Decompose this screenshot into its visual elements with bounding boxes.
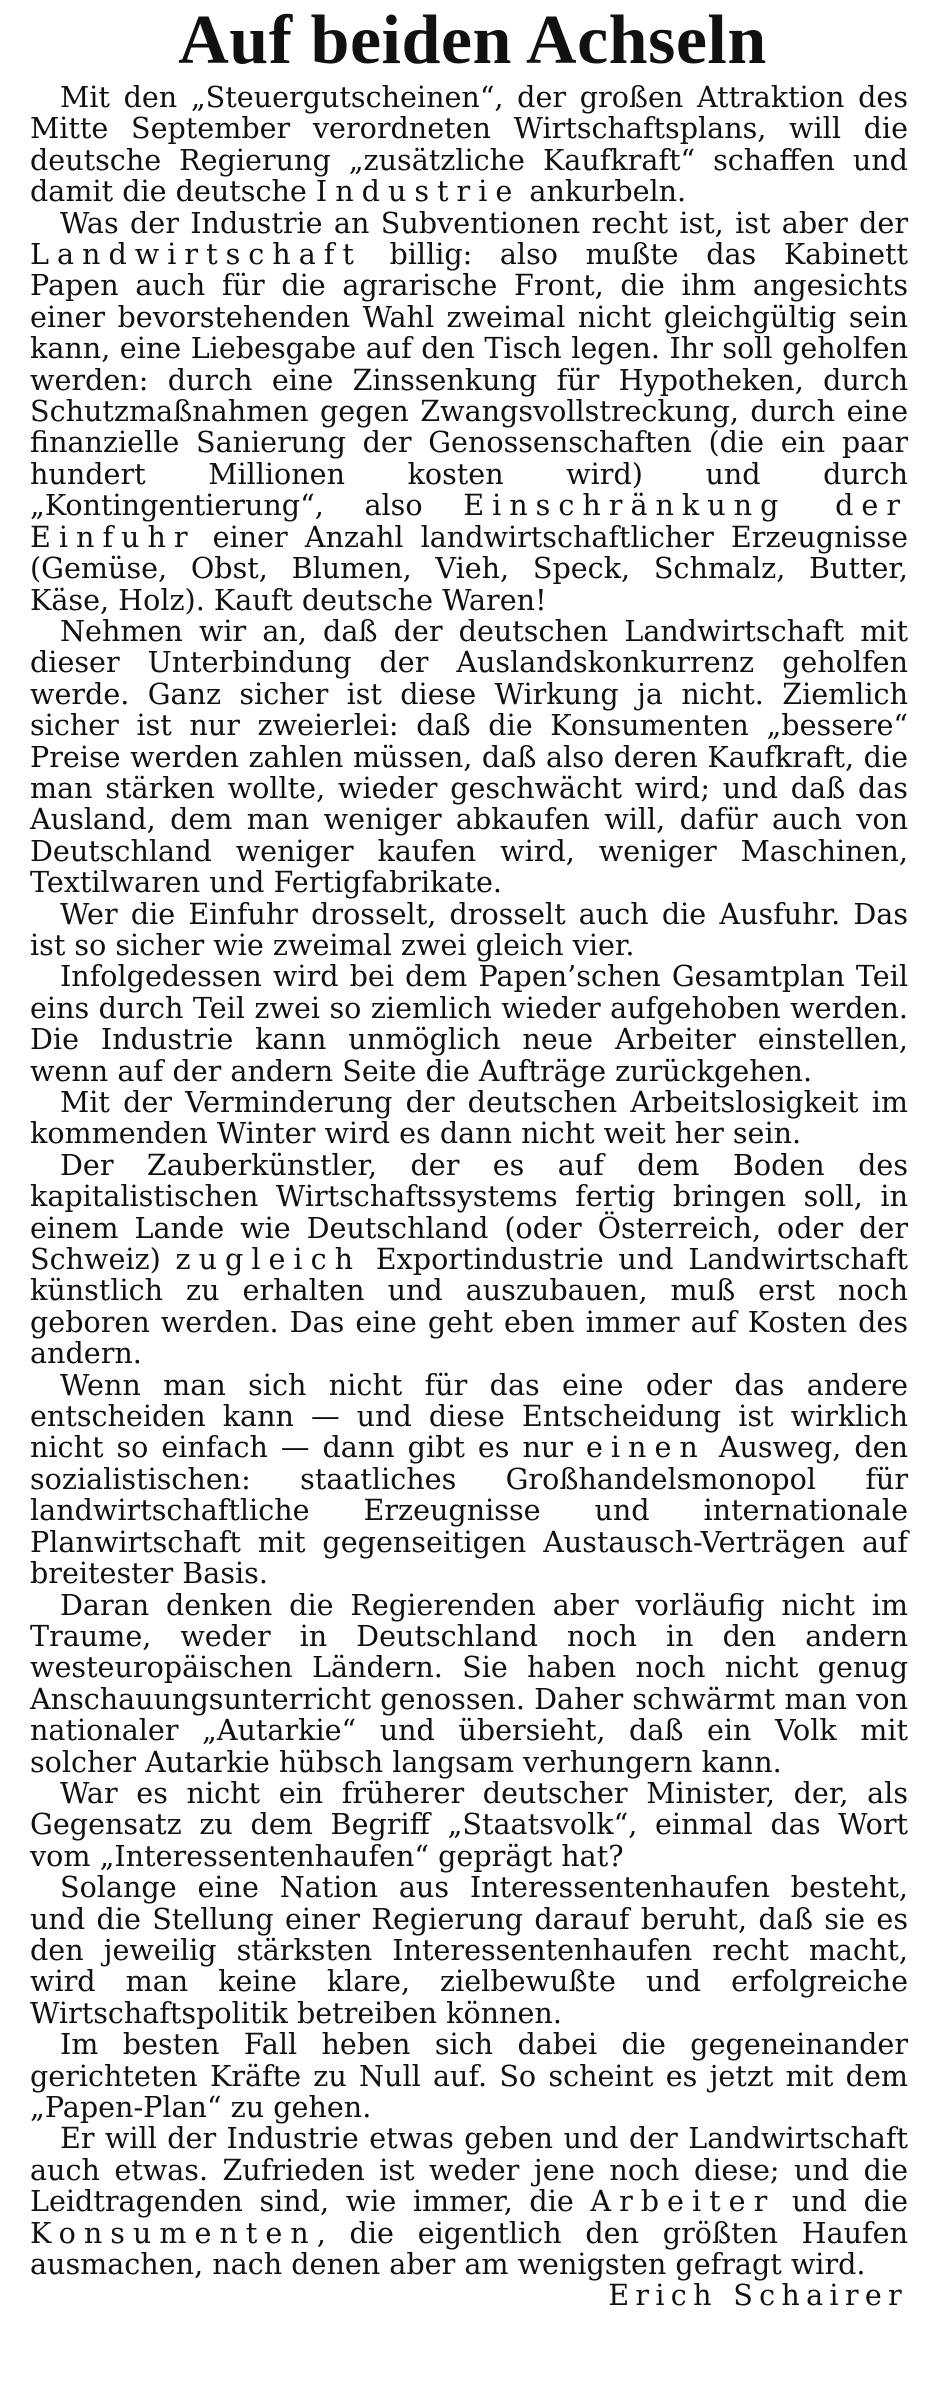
paragraph-text: War es nicht ein früherer deutscher Minister, der, als Gegensatz zu dem Begriff „Staatsvolk“, einmal das Wort vom „Interessentenhaufen“ geprägt hat? [30, 1775, 908, 1873]
emphasized-text: Landwirtschaft [30, 237, 362, 272]
emphasized-text: Industrie [315, 174, 521, 209]
paragraph-text: Nehmen wir an, daß der deutschen Landwirtschaft mit dieser Unterbindung der Auslandskonkurrenz geholfen werde. Ganz sicher ist diese Wirkung ja nicht. Ziemlich sicher ist nur zweierlei: daß die Konsumenten „bessere“ Preise werden zahlen müssen, daß also deren Kaufkraft, die man stärken wollte, wieder geschwächt wird; und daß das Ausland, dem man weniger abkaufen will, dafür auch von Deutschland weniger kaufen wird, weniger Maschinen, Textilwaren und Fertigfabrikate. [30, 613, 908, 900]
emphasized-text: Einschränkung der Einfuhr [30, 488, 908, 554]
emphasized-text: Arbeiter [590, 2184, 776, 2219]
emphasized-text: zugleich [175, 1242, 362, 1277]
paragraph-text: Exportindustrie und Landwirtschaft künstlich zu erhalten und auszubauen, muß erst noch geboren werden. Das eine geht eben immer auf Kosten des andern. [30, 1242, 908, 1371]
article-paragraph [30, 1872, 908, 2029]
paragraph-text: Wer die Einfuhr drosselt, drosselt auch die Ausfuhr. Das ist so sicher wie zweimal zwei gleich vier. [30, 896, 908, 962]
article-paragraph [30, 613, 908, 900]
article-body [30, 82, 908, 2312]
paragraph-text: Was der Industrie an Subventionen recht ist, ist aber der [60, 205, 908, 240]
paragraph-text: billig: also mußte das Kabinett Papen auch für die agrarische Front, die ihm angesichts einer bevorstehenden Wahl zweimal nicht gleichgültig sein kann, eine Liebesgabe auf den Tisch legen. Ihr soll geholfen werden: durch eine Zinssenkung für Hypotheken, durch Schutzmaßnahmen gegen Zwangsvollstreckung, durch eine finanzielle Sanierung der Genossenschaften (die ein paar hundert Millionen kosten wird) und durch „Kontingentierung“, also [30, 237, 908, 523]
article-paragraph [30, 1367, 908, 1591]
paragraph-text: Mit der Verminderung der deutschen Arbeitslosigkeit im kommenden Winter wird es dann nicht weit her sein. [30, 1085, 908, 1151]
paragraph-text: Mit den „Steuergutscheinen“, der großen Attraktion des Mitte September verordneten Wirtschaftsplans, will die deutsche Regierung „zusätzliche Kaufkraft“ schaffen und damit die deutsche [30, 80, 908, 209]
emphasized-text: einen [585, 1430, 706, 1465]
article-paragraph [30, 1147, 908, 1371]
paragraph-text: Der Zauberkünstler, der es auf dem Boden des kapitalistischen Wirtschaftssystems fertig bringen soll, in einem Lande wie Deutschland (oder Österreich, oder der Schweiz) [30, 1147, 908, 1277]
paragraph-text: Daran denken die Regierenden aber vorläufig nicht im Traume, weder in Deutschland noch in den andern westeuropäischen Ländern. Sie haben noch nicht genug Anschauungsunterricht genossen. Daher schwärmt man von nationaler „Autarkie“ und übersieht, daß ein Volk mit solcher Autarkie hübsch langsam verhungern kann. [30, 1587, 908, 1779]
article-paragraph [30, 2123, 908, 2280]
article-paragraph [30, 2029, 908, 2123]
article-paragraph [30, 961, 908, 1087]
article-paragraph [30, 1587, 908, 1779]
article-paragraph [30, 82, 908, 208]
article-paragraph [30, 205, 908, 617]
paragraph-text: ankurbeln. [520, 174, 687, 209]
paragraph-text: , die eigentlich den größten Haufen ausmachen, nach denen aber am wenigsten gefragt wird. [30, 2215, 908, 2282]
paragraph-text: Wenn man sich nicht für das eine oder das andere entscheiden kann — und diese Entscheidung ist wirklich nicht so einfach — dann gibt es nur [30, 1367, 908, 1465]
paragraph-text: und die [775, 2184, 908, 2219]
paragraph-text: Er will der Industrie etwas geben und der Landwirtschaft auch etwas. Zufrieden ist weder jene noch diese; und die Leidtragenden sind, wie immer, die [30, 2121, 908, 2219]
paragraph-text: einer Anzahl landwirtschaftlicher Erzeugnisse (Gemüse, Obst, Blumen, Vieh, Speck, Schmalz, Butter, Käse, Holz). Kauft deutsche Waren! [30, 519, 908, 617]
paragraph-text: Solange eine Nation aus Interessentenhaufen besteht, und die Stellung einer Regierung darauf beruht, daß sie es den jeweilig stärksten Interessentenhaufen recht macht, wird man keine klare, zielbewußte und erfolgreiche Wirtschaftspolitik betreiben können. [30, 1870, 908, 2030]
paragraph-text: Infolgedessen wird bei dem Papen’schen Gesamtplan Teil eins durch Teil zwei so ziemlich wieder aufgehoben werden. Die Industrie kann unmöglich neue Arbeiter einstellen, wenn auf der andern Seite die Aufträge zurückgehen. [30, 959, 908, 1088]
author-signature: Erich Schairer [608, 2278, 908, 2313]
emphasized-text: Konsumenten [30, 2215, 317, 2250]
article-paragraph [30, 896, 908, 962]
article-title: Auf beiden Achseln [178, 2, 767, 79]
article-paragraph [30, 1775, 908, 1873]
paragraph-text: Im besten Fall heben sich dabei die gegeneinander gerichteten Kräfte zu Null auf. So scheint es jetzt mit dem „Papen-Plan“ zu gehen. [30, 2027, 908, 2124]
article-paragraph [30, 1087, 908, 1150]
paragraph-text: Ausweg, den sozialistischen: staatliches Großhandelsmonopol für landwirtschaftliche Erzeugnisse und internationale Planwirtschaft mit gegenseitigen Austausch-Verträgen auf breitester Basis. [30, 1430, 908, 1591]
